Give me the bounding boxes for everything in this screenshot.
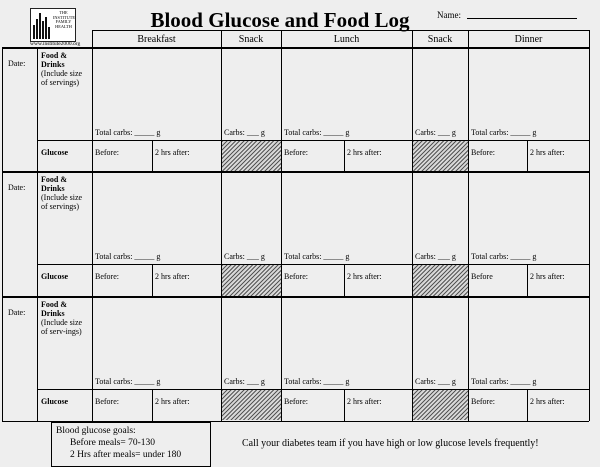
glucose-after-field[interactable]: 2 hrs after: [530,272,565,281]
glucose-before-field[interactable]: Before: [284,148,308,157]
glucose-label: Glucose [41,148,69,157]
date-label: Date: [8,183,26,192]
carbs-field[interactable]: Total carbs: _____ g [284,377,350,386]
food-entry-cell[interactable] [92,175,221,261]
date-label: Date: [8,308,26,317]
carbs-field[interactable]: Total carbs: _____ g [95,252,161,261]
food-drinks-note: (Include size of serv-ings) [41,318,83,336]
glucose-after-field[interactable]: 2 hrs after: [155,272,190,281]
carbs-field[interactable]: Carbs: ___ g [224,128,265,137]
glucose-before-field[interactable]: Before: [95,148,119,157]
team-note: Call your diabetes team if you have high or low glucose levels frequently! [242,438,539,449]
snack-glucose-hatched [413,141,468,171]
food-entry-cell[interactable] [412,51,468,137]
goals-before: Before meals= 70-130 [70,438,156,448]
goals-after: 2 Hrs after meals= under 180 [70,450,182,460]
food-entry-cell[interactable] [221,300,281,386]
snack-glucose-hatched [413,390,468,420]
carbs-field[interactable]: Total carbs: _____ g [95,128,161,137]
food-entry-cell[interactable] [468,51,589,137]
glucose-after-field[interactable]: 2 hrs after: [347,397,382,406]
food-entry-cell[interactable] [468,175,589,261]
food-drinks-label: Food & Drinks [41,51,67,69]
carbs-field[interactable]: Carbs: ___ g [224,377,265,386]
glucose-label: Glucose [41,397,69,406]
snack-glucose-hatched [222,390,281,420]
header-0: Breakfast [137,34,176,45]
carbs-field[interactable]: Total carbs: _____ g [95,377,161,386]
food-entry-cell[interactable] [412,175,468,261]
carbs-field[interactable]: Total carbs: _____ g [284,252,350,261]
page-title: Blood Glucose and Food Log [150,8,410,32]
glucose-before-field[interactable]: Before: [471,148,495,157]
header-1: Snack [238,34,264,45]
carbs-field[interactable]: Carbs: ___ g [415,128,456,137]
name-label: Name: [437,10,461,20]
logo-url: www.institute2000.org [30,41,81,47]
carbs-field[interactable]: Total carbs: _____ g [471,252,537,261]
logo-text: THE INSTITUTE FAMILY HEALTH [53,10,75,29]
glucose-after-field[interactable]: 2 hrs after: [155,397,190,406]
header-2: Lunch [333,34,360,45]
glucose-label: Glucose [41,272,69,281]
food-drinks-label: Food & Drinks [41,300,67,318]
glucose-before-field[interactable]: Before: [95,397,119,406]
glucose-before-field[interactable]: Before [471,272,493,281]
glucose-after-field[interactable]: 2 hrs after: [347,272,382,281]
food-entry-cell[interactable] [468,300,589,386]
glucose-before-field[interactable]: Before: [471,397,495,406]
food-drinks-label: Food & Drinks [41,175,67,193]
carbs-field[interactable]: Total carbs: _____ g [471,377,537,386]
food-entry-cell[interactable] [281,51,412,137]
glucose-after-field[interactable]: 2 hrs after: [530,148,565,157]
food-entry-cell[interactable] [92,51,221,137]
goals-title: Blood glucose goals: [56,426,136,436]
logo-bars-icon [33,13,51,39]
header-3: Snack [427,34,453,45]
carbs-field[interactable]: Total carbs: _____ g [284,128,350,137]
name-field[interactable] [467,18,577,19]
food-entry-cell[interactable] [92,300,221,386]
food-drinks-note: (Include size of servings) [41,193,83,211]
food-entry-cell[interactable] [221,51,281,137]
glucose-before-field[interactable]: Before: [284,397,308,406]
glucose-after-field[interactable]: 2 hrs after: [530,397,565,406]
header-4: Dinner [514,34,543,45]
snack-glucose-hatched [413,265,468,296]
glucose-after-field[interactable]: 2 hrs after: [347,148,382,157]
snack-glucose-hatched [222,141,281,171]
carbs-field[interactable]: Carbs: ___ g [224,252,265,261]
glucose-before-field[interactable]: Before: [284,272,308,281]
food-drinks-note: (Include size of servings) [41,69,83,87]
food-entry-cell[interactable] [221,175,281,261]
date-label: Date: [8,59,26,68]
carbs-field[interactable]: Carbs: ___ g [415,252,456,261]
food-entry-cell[interactable] [412,300,468,386]
food-entry-cell[interactable] [281,300,412,386]
glucose-before-field[interactable]: Before: [95,272,119,281]
logo [30,8,76,42]
carbs-field[interactable]: Total carbs: _____ g [471,128,537,137]
goals-box [51,422,211,467]
glucose-after-field[interactable]: 2 hrs after: [155,148,190,157]
snack-glucose-hatched [222,265,281,296]
carbs-field[interactable]: Carbs: ___ g [415,377,456,386]
food-entry-cell[interactable] [281,175,412,261]
